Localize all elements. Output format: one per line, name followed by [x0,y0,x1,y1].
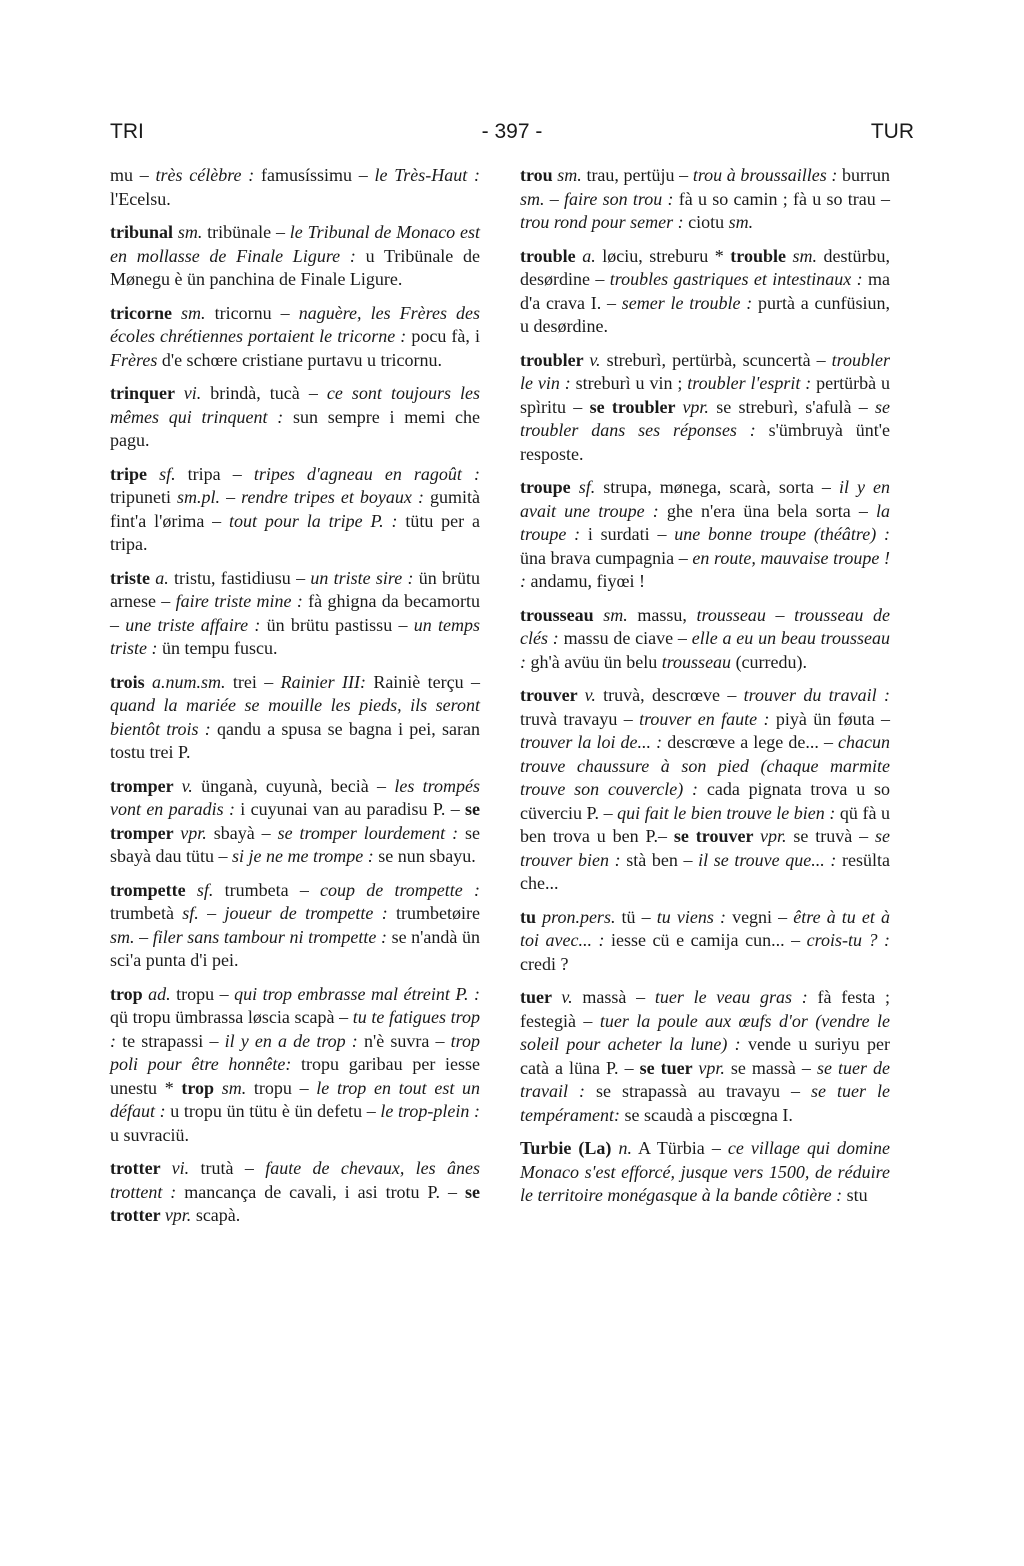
monegasque-text: andamu, fiyœi ! [526,571,645,591]
monegasque-text: s'ümbruyà ünt'e resposte. [520,420,890,464]
french-phrase: un temps triste : [110,614,480,658]
french-phrase: le trop-plein : [380,1101,481,1121]
monegasque-text: stà ben [620,849,684,870]
grammar-label: v. [589,349,601,370]
monegasque-text: tristu, fastidiusu [168,567,297,588]
dictionary-entry-trinquer [110,382,480,453]
headword: tricorne [110,302,182,323]
grammar-label: vi. [171,1158,190,1178]
grammar-label: v. [181,775,193,796]
monegasque-text: se nun sbayu. [373,846,476,866]
dictionary-entry-trousseau [520,604,890,675]
grammar-label: sm. [557,165,582,185]
monegasque-text: trutà [189,1158,245,1178]
grammar-label: sm. [603,604,628,625]
separator: – [790,1081,811,1101]
monegasque-text: * [714,245,731,266]
separator: – [218,846,232,866]
french-phrase: trou à broussailles : [692,165,838,185]
monegasque-text: fà festa ; festegià [520,987,891,1031]
french-phrase: il y en avait une troupe : [520,477,891,521]
separator: – [448,1181,466,1202]
french-phrase: tu viens : [656,906,726,927]
monegasque-text: sbayà [206,822,262,843]
french-phrase: faire triste mine : [175,591,303,611]
monegasque-text: n'è suvra [357,1030,436,1051]
separator: – [264,671,281,692]
dictionary-entry-tuer [520,986,890,1127]
dictionary-entry-tribunal [110,221,480,292]
french-phrase: le Très-Haut : [374,165,481,185]
separator: – [606,292,622,313]
monegasque-text: ciotu [683,212,729,232]
monegasque-text: ün brütu pastissu [260,614,399,635]
separator: – [110,614,126,635]
monegasque-text: qü fà u ben trova u ben P. [520,802,891,846]
separator: – [450,799,466,819]
grammar-label: sf. [159,463,176,484]
separator: – [711,1138,728,1158]
grammar-label: vpr. [180,822,207,843]
french-phrase: elle a eu un beau trousseau : [520,628,890,672]
separator: – [683,849,699,870]
sub-headword: se tromper [110,799,481,843]
monegasque-text: üna brava cumpagnia [520,547,679,568]
french-phrase: Rainier III: [280,671,366,692]
monegasque-text: mu [110,165,140,185]
headword: trois [110,671,153,692]
grammar-label: ad. [148,983,171,1004]
headword: trompette [110,879,197,900]
monegasque-text: se scaudà a piscœgna I. [619,1104,793,1125]
dictionary-entry-tromper [110,775,480,869]
separator: – [212,510,230,531]
monegasque-text: se streburì, s'afulà [708,396,859,417]
french-phrase: tu te fatigues trop : [110,1007,481,1051]
dictionary-entry-trompette [110,879,480,973]
french-phrase: la troupe : [520,500,891,544]
french-phrase: rendre tripes et boyaux : [241,487,424,507]
french-phrase: faire son trou : [564,188,674,209]
sub-headword: se troubler [589,396,683,417]
grammar-label: sf. [578,477,596,497]
monegasque-text: vende u suriyu per catà a lüna P. [520,1034,890,1078]
separator: – [219,983,235,1004]
grammar-label: vpr. [698,1057,725,1078]
french-phrase: trousseau [661,651,732,672]
sub-headword: trop [181,1077,222,1098]
headword: trou [520,165,558,185]
monegasque-text: massà [572,987,637,1007]
monegasque-text: trumbetøire [387,903,480,923]
french-phrase: troubler le vin : [520,349,890,393]
grammar-label: sm. [221,1077,247,1098]
grammar-label: vpr. [682,396,709,417]
separator: – [280,302,299,323]
monegasque-text: se truvà [786,826,860,846]
dictionary-entry-triste [110,567,480,661]
headword: tribunal [110,222,178,242]
monegasque-text: streburì u vin ; [570,373,688,393]
monegasque-text: A Türbia [631,1138,712,1158]
french-phrase: trousseau de clés : [520,604,891,648]
monegasque-text: qandu a spusa se bagna i pei, saran tostu trei P. [110,718,480,762]
monegasque-text: trei [225,671,265,692]
monegasque-text: trumbeta [213,879,300,900]
monegasque-text: credi ? [520,953,569,974]
french-phrase: chacun trouve chaussure à son pied (chaque marmite trouve son couvercle) : [520,732,890,799]
monegasque-text: løciu, streburu [595,245,715,266]
french-phrase: un triste sire : [310,567,414,588]
monegasque-text: se strapassà au travayu [585,1081,791,1101]
separator: – [339,1007,353,1027]
monegasque-text: tribünale [202,222,276,242]
separator: – [366,1101,381,1121]
monegasque-text: gh'à avüu ün belu [526,651,662,672]
monegasque-text: tricornu [205,302,281,323]
french-phrase: filer sans tambour ni trompette : [152,926,387,947]
right-column [520,164,890,1218]
monegasque-text: mancança de cavali, i asi trotu P. [176,1181,449,1202]
french-phrase: tripes d'agneau en ragoût : [253,463,481,484]
headword: trop [110,983,149,1004]
separator: – [791,930,807,950]
french-phrase: très célèbre : [155,165,255,185]
separator: – [139,165,156,185]
separator: – [657,524,675,544]
dictionary-entry-turbie [520,1137,890,1208]
monegasque-text: te strapassi [116,1030,210,1051]
monegasque-text: strupa, mønega, scarà, sorta [595,477,822,497]
french-phrase: trouver du travail : [743,685,890,705]
left-column [110,164,480,1238]
french-phrase: quand la mariée se mouille les pieds, ils seront bientôt trois : [110,695,480,739]
grammar-label: sf. [196,879,214,900]
monegasque-text: piyà ün føuta [769,708,881,729]
grammar-label: sm.pl. [177,487,221,507]
monegasque-text: massu, [627,604,697,625]
separator: – [859,826,876,846]
monegasque-text: tripa [175,463,233,484]
separator: – [623,708,640,729]
headword: troupe [520,477,579,497]
page-header [110,120,914,150]
monegasque-text: ma d'a crava I. [520,269,891,313]
monegasque-text: brindà, tucà [201,383,309,403]
separator: – [778,906,794,927]
dictionary-entry-trouble [520,245,890,339]
separator: – [358,165,375,185]
separator: – [823,732,839,752]
monegasque-text: truvà, descrœve [595,685,728,705]
french-phrase: qui trop embrasse mal étreint P. : [234,983,480,1004]
monegasque-text: tripuneti [110,487,178,507]
separator: – [134,926,153,947]
dictionary-entry-mu [110,164,480,211]
french-phrase: il y en a de trop : [224,1030,358,1051]
grammar-label: a. [582,245,596,266]
monegasque-text: fà ghigna da becamortu [302,591,480,611]
separator: – [636,987,655,1007]
headword: triste [110,567,156,588]
monegasque-text: vegni [725,906,779,927]
grammar-label: vi. [183,383,202,403]
monegasque-text: massu de ciave [558,628,678,648]
monegasque-text: u Tribünale de Mønegu è ün panchina de Finale Ligure. [110,245,480,289]
separator: – [880,188,890,209]
french-phrase: se tuer de travail : [520,1057,890,1101]
grammar-label: vpr. [760,826,787,846]
separator: – [299,1077,317,1098]
separator: – [858,500,876,521]
grammar-label: a.num.sm. [152,671,226,692]
separator: – [765,604,795,625]
sub-headword: trouble [730,245,793,266]
separator: – [308,383,327,403]
french-phrase: tuer la poule aux œufs d'or (vendre le soleil pour acheter la lune) : [520,1010,891,1054]
monegasque-text: l'Ecelsu. [110,188,171,209]
dictionary-entry-tu [520,906,890,977]
grammar-label: vpr. [164,1205,192,1225]
headword: tromper [110,775,182,796]
headword: tu [520,906,543,927]
monegasque-text: ünganà, cuyunà, becià [192,775,378,796]
sub-headword: se trotter [110,1181,481,1225]
headword: trousseau [520,604,604,625]
dictionary-entry-trouver [520,684,890,896]
monegasque-text: tropu [170,983,220,1004]
headword: tripe [110,463,160,484]
french-phrase: trop poli pour être honnête: [110,1030,480,1074]
headword: trotter [110,1158,172,1178]
monegasque-text: qü tropu ümbrassa løscia scapà [110,1007,340,1027]
dictionary-entry-trou [520,164,890,235]
french-phrase: trouver en faute : [639,708,770,729]
french-phrase: être à tu et à toi avec... : [520,906,890,950]
grammar-label: sm. [110,926,135,947]
separator: – [299,879,321,900]
french-phrase: trou rond pour semer : [520,212,684,232]
french-phrase: se trouver bien : [520,826,891,870]
french-phrase: une bonne troupe (théâtre) : [674,524,891,544]
grammar-label: sm. [728,212,754,232]
monegasque-text: se sbayà dau tütu [110,822,480,866]
french-phrase: troubler l'esprit : [687,373,812,393]
separator: – [595,269,610,289]
separator: – [821,477,839,497]
grammar-label: sf. [182,903,199,923]
french-phrase: faute de chevaux, les ânes trottent : [110,1158,480,1202]
monegasque-text: pertürbà u spìritu [520,373,890,417]
monegasque-text: tütu per a tripa. [110,510,480,554]
monegasque-text: sun sempre i memi che pagu. [110,406,480,450]
french-phrase: le Tribunal de Monaco est en mollasse de Finale Ligure : [110,222,480,266]
grammar-label: v. [561,987,573,1007]
separator: – [377,775,395,796]
grammar-label: sm. [181,302,206,323]
monegasque-text: i surdati [580,524,658,544]
monegasque-text: descrœve a lege de... [662,732,824,752]
headword: trouble [520,245,583,266]
monegasque-text: pocu fà, i [406,326,480,346]
monegasque-text: burrun [837,165,890,185]
separator: – [161,591,176,611]
monegasque-text: destürbu, desørdine [520,245,891,289]
separator: – [658,826,674,846]
monegasque-text: iesse cü e camija cun... [604,930,792,950]
separator: – [544,188,565,209]
headword: trouver [520,685,585,705]
french-phrase: en route, mauvaise troupe ! : [520,547,891,591]
headword: trinquer [110,383,184,403]
french-phrase: trousseau [696,604,766,625]
monegasque-text: ün tempu fuscu. [157,638,278,658]
monegasque-text: u suvraciü. [110,1124,189,1145]
monegasque-text: truvà travayu [520,708,624,729]
monegasque-text: streburì, pertürbà, scuncertà [600,349,817,370]
french-phrase: se troubler dans ses réponses : [520,396,891,440]
monegasque-text: u tropu ün tütu è ün defetu [165,1101,367,1121]
french-phrase: crois-tu ? : [806,930,890,950]
monegasque-text: stu [842,1185,868,1205]
dictionary-entry-trop [110,983,480,1148]
separator: – [677,628,692,648]
grammar-label: a. [155,567,169,588]
separator: – [858,396,876,417]
headword: troubler [520,349,590,370]
grammar-label: sm. [792,245,817,266]
french-phrase: trouver la loi de... : [520,732,663,752]
separator: – [209,1030,225,1051]
dictionary-entry-troupe [520,476,890,594]
separator: – [816,349,832,370]
monegasque-text: Rainiè terçu [365,671,471,692]
separator: – [678,547,693,568]
separator: – [220,487,242,507]
separator: – [398,614,414,635]
separator: – [296,567,311,588]
separator: – [471,671,480,692]
grammar-label: sm. [177,222,203,242]
french-phrase: si je ne me trompe : [231,846,374,866]
separator: – [603,802,618,823]
dictionary-entry-tricorne [110,302,480,373]
monegasque-text: tropu [246,1077,300,1098]
monegasque-text: tropu garibau per iesse unestu [110,1054,480,1098]
dictionary-entry-tripe [110,463,480,557]
monegasque-text: tü [615,906,642,927]
separator: – [232,463,254,484]
monegasque-text: i cuyunai van au paradisu P. [234,799,451,819]
page-number: - 397 - [481,120,543,143]
french-phrase: les trompés vont en paradis : [110,775,480,819]
monegasque-text: ün brütu arnese [110,567,481,611]
sub-headword: se tuer [639,1057,699,1078]
grammar-label: pron.pers. [542,906,616,927]
french-phrase: naguère, les Frères des écoles chrétiennes portaient le tricorne : [110,302,481,346]
french-phrase: une triste affaire : [125,614,261,635]
french-phrase: qui fait le bien trouve le bien : [617,802,836,823]
french-phrase: il se trouve que... : [698,849,837,870]
headword: Turbie (La) [520,1138,619,1158]
monegasque-text: trau, pertüju [581,165,680,185]
monegasque-text: * [164,1077,182,1098]
separator: – [881,708,890,729]
monegasque-text: se n'andà ün sci'a punta d'i pei. [110,926,480,970]
french-phrase: tuer le veau gras : [654,987,808,1007]
grammar-label: v. [584,685,596,705]
separator: – [801,1057,817,1078]
monegasque-text: se massà [724,1057,802,1078]
grammar-label: n. [618,1138,632,1158]
monegasque-text: scapà. [191,1205,241,1225]
separator: – [583,1010,600,1031]
separator: – [727,685,744,705]
separator: – [435,1030,451,1051]
dictionary-entry-trois [110,671,480,765]
monegasque-text: d'e schœre cristiane purtavu u tricornu. [157,349,442,370]
french-phrase: ce village qui domine Monaco s'est efforcé, jusque vers 1500, de réduire le territoire monégasque à la bande côtière : [520,1138,890,1205]
header-right-guide-word: TUR [870,120,914,143]
sub-headword: se trouver [673,826,760,846]
separator: – [198,903,225,923]
grammar-label: sm. [520,188,545,209]
separator: – [275,222,290,242]
monegasque-text: gumità fint'a l'ørima [110,487,480,531]
french-phrase: coup de trompette : [320,879,481,900]
separator: – [624,1057,640,1078]
separator: – [244,1158,266,1178]
header-left-guide-word: TRI [110,120,144,143]
separator: – [641,906,657,927]
french-phrase: ce sont toujours les mêmes qui trinquent : [110,383,481,427]
monegasque-text: (curredu). [731,651,808,672]
french-phrase: joueur de trompette : [224,903,388,923]
monegasque-text: fà u so camin ; fà u so trau [673,188,881,209]
french-phrase: tout pour la tripe P. : [229,510,398,531]
dictionary-entry-trotter [110,1157,480,1228]
french-phrase: se tromper lourdement : [277,822,459,843]
french-phrase: semer le trouble : [621,292,753,313]
french-phrase: le trop en tout est un défaut : [110,1077,481,1121]
french-phrase: se tuer le tempérament: [520,1081,890,1125]
separator: – [573,396,590,417]
monegasque-text: ghe n'era üna bela sorta [658,500,859,521]
monegasque-text: famusíssimu [254,165,359,185]
separator: – [261,822,278,843]
monegasque-text: resülta che... [520,849,891,893]
headword: tuer [520,987,562,1007]
monegasque-text: purtà a cunfüsiun, u desørdine. [520,292,890,336]
monegasque-text: trumbetà [110,903,183,923]
dictionary-entry-troubler [520,349,890,467]
monegasque-text: cada pignata trova u so cüverciu P. [520,779,891,823]
separator: – [679,165,693,185]
french-phrase: troubles gastriques et intestinaux : [609,269,863,289]
french-phrase: Frères [110,349,158,370]
